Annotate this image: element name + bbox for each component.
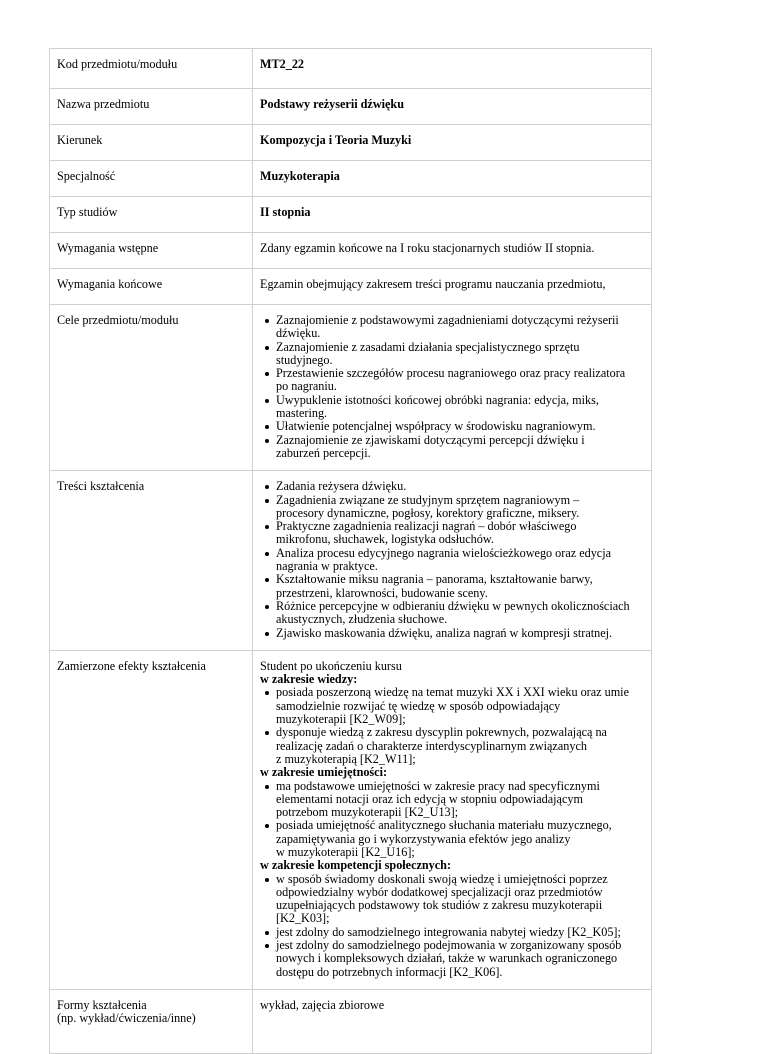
table-row <box>50 269 652 305</box>
list-item: Ułatwienie potencjalnej współpracy w środowisku nagraniowym. <box>260 420 644 433</box>
table-row <box>50 233 652 269</box>
field-label: Nazwa przedmiotu <box>50 89 253 125</box>
table-row <box>50 197 652 233</box>
objectives-cell <box>253 305 652 471</box>
field-value: Muzykoterapia <box>253 161 652 197</box>
content-list <box>260 480 644 640</box>
course-info-table <box>49 48 652 1054</box>
field-value: II stopnia <box>253 197 652 233</box>
field-label: Zamierzone efekty kształcenia <box>50 650 253 989</box>
table-row <box>50 89 652 125</box>
table-row <box>50 49 652 89</box>
list-item: Zadania reżysera dźwięku. <box>260 480 644 493</box>
field-value: Podstawy reżyserii dźwięku <box>253 89 652 125</box>
list-item: Zaznajomienie z zasadami działania specjalistycznego sprzętu studyjnego. <box>260 341 644 368</box>
list-item: w sposób świadomy doskonali swoją wiedzę i umiejętności poprzez odpowiedzialny wybór dodatkowej specjalizacji oraz przedmiotów uzupełniających podstawowy tok studiów z zakresu muzykoterapii [K2_K03]; <box>260 873 644 926</box>
list-item: posiada poszerzoną wiedzę na temat muzyki XX i XXI wieku oraz umie samodzielnie rozwijać tę wiedzę w sposób odpowiadający muzykoterapii [K2_W09]; <box>260 686 644 726</box>
outcomes-list <box>260 686 644 766</box>
outcomes-heading: w zakresie kompetencji społecznych: <box>260 858 452 873</box>
outcomes-list <box>260 873 644 979</box>
list-item: Przestawienie szczegółów procesu nagraniowego oraz pracy realizatora po nagraniu. <box>260 367 644 394</box>
outcomes-list <box>260 780 644 860</box>
content-cell <box>253 471 652 651</box>
table-row <box>50 989 652 1053</box>
list-item: Zaznajomienie ze zjawiskami dotyczącymi percepcji dźwięku i zaburzeń percepcji. <box>260 434 644 461</box>
field-label: Wymagania końcowe <box>50 269 253 305</box>
outcomes-cell <box>253 650 652 989</box>
field-label: Kod przedmiotu/modułu <box>50 49 253 89</box>
objectives-list <box>260 314 644 460</box>
list-item: Analiza procesu edycyjnego nagrania wielościeżkowego oraz edycja nagrania w praktyce. <box>260 547 644 574</box>
table-row <box>50 161 652 197</box>
outcomes-heading: w zakresie wiedzy: <box>260 672 358 687</box>
list-item: Zaznajomienie z podstawowymi zagadnieniami dotyczącymi reżyserii dźwięku. <box>260 314 644 341</box>
table-row <box>50 305 652 471</box>
field-label: Typ studiów <box>50 197 253 233</box>
list-item: Praktyczne zagadnienia realizacji nagrań – dobór właściwego mikrofonu, słuchawek, logistyka odsłuchów. <box>260 520 644 547</box>
field-label: Kierunek <box>50 125 253 161</box>
field-label: Specjalność <box>50 161 253 197</box>
list-item: posiada umiejętność analitycznego słuchania materiału muzycznego, zapamiętywania go i wykorzystywania efektów jego analizy w muzykoterapii [K2_U16]; <box>260 819 644 859</box>
outcomes-intro: Student po ukończeniu kursu <box>260 658 402 673</box>
field-value: Zdany egzamin końcowe na I roku stacjonarnych studiów II stopnia. <box>253 233 652 269</box>
list-item: Zagadnienia związane ze studyjnym sprzętem nagraniowym – procesory dynamiczne, pogłosy, korektory graficzne, miksery. <box>260 494 644 521</box>
list-item: dysponuje wiedzą z zakresu dyscyplin pokrewnych, pozwalającą na realizację zadań o charakterze interdyscyplinarnym związanych z muzykoterapią [K2_W11]; <box>260 726 644 766</box>
list-item: Uwypuklenie istotności końcowej obróbki nagrania: edycja, miks, mastering. <box>260 394 644 421</box>
table-row <box>50 471 652 651</box>
list-item: ma podstawowe umiejętności w zakresie pracy nad specyficznymi elementami notacji oraz ich edycją w stopniu odpowiadającym potrzebom muzykoterapii [K2_U13]; <box>260 780 644 820</box>
list-item: Różnice percepcyjne w odbieraniu dźwięku w pewnych okolicznościach akustycznych, złudzenia słuchowe. <box>260 600 644 627</box>
table-row <box>50 650 652 989</box>
outcomes-heading: w zakresie umiejętności: <box>260 765 388 780</box>
table-row <box>50 125 652 161</box>
list-item: jest zdolny do samodzielnego integrowania nabytej wiedzy [K2_K05]; <box>260 926 644 939</box>
field-value: MT2_22 <box>253 49 652 89</box>
list-item: Zjawisko maskowania dźwięku, analiza nagrań w kompresji stratnej. <box>260 627 644 640</box>
list-item: jest zdolny do samodzielnego podejmowania w zorganizowany sposób nowych i kompleksowych działań, także w warunkach ograniczonego dostępu do potrzebnych informacji [K2_K06]. <box>260 939 644 979</box>
field-value: Egzamin obejmujący zakresem treści programu nauczania przedmiotu, <box>253 269 652 305</box>
field-value: wykład, zajęcia zbiorowe <box>253 989 652 1053</box>
field-label: Wymagania wstępne <box>50 233 253 269</box>
field-label: Treści kształcenia <box>50 471 253 651</box>
field-value: Kompozycja i Teoria Muzyki <box>253 125 652 161</box>
field-label: Cele przedmiotu/modułu <box>50 305 253 471</box>
list-item: Kształtowanie miksu nagrania – panorama, kształtowanie barwy, przestrzeni, klarowności, budowanie sceny. <box>260 573 644 600</box>
field-label: Formy kształcenia (np. wykład/ćwiczenia/inne) <box>50 989 253 1053</box>
